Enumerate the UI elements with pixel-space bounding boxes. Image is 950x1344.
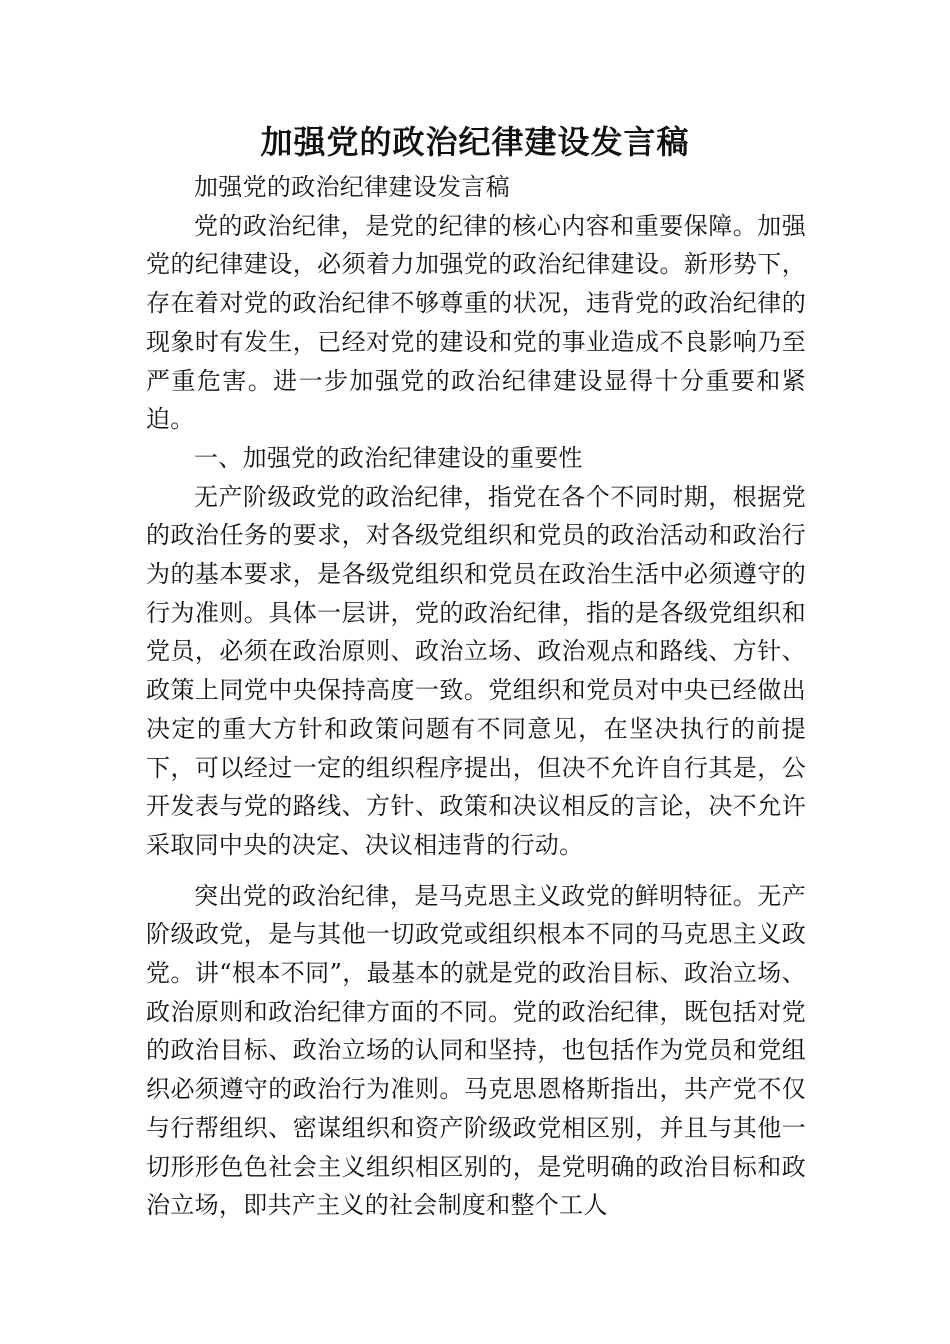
document-title: 加强党的政治纪律建设发言稿: [260, 123, 690, 161]
body-paragraph: 突出党的政治纪律，是马克思主义政党的鲜明特征。无产阶级政党，是与其他一切政党或组织根本不同的马克思主义政党。讲“根本不同”，最基本的就是党的政治目标、政治立场、政治原则和政治纪律方面的不同。党的政治纪律，既包括对党的政治目标、政治立场的认同和坚持，也包括作为党员和党组织必须遵守的政治行为准则。马克思恩格斯指出，共产党不仅与行帮组织、密谋组织和资产阶级政党相区别，并且与其他一切形形色色社会主义组织相区别的，是党明确的政治目标和政治立场，即共产主义的社会制度和整个工人: [146, 881, 806, 1220]
document-body: [146, 168, 806, 1225]
subtitle-paragraph: 加强党的政治纪律建设发言稿: [194, 173, 510, 201]
body-paragraph: 无产阶级政党的政治纪律，指党在各个不同时期，根据党的政治任务的要求，对各级党组织和党员的政治活动和政治行为的基本要求，是各级党组织和党员在政治生活中必须遵守的行为准则。具体一层讲，党的政治纪律，指的是各级党组织和党员，必须在政治原则、政治立场、政治观点和路线、方针、政策上同党中央保持高度一致。党组织和党员对中央已经做出决定的重大方针和政策问题有不同意见，在坚决执行的前提下，可以经过一定的组织程序提出，但决不允许自行其是，公开发表与党的路线、方针、政策和决议相反的言论，决不允许采取同中央的决定、决议相违背的行动。: [146, 482, 806, 859]
intro-paragraph: 党的政治纪律，是党的纪律的核心内容和重要保障。加强党的纪律建设，必须着力加强党的政治纪律建设。新形势下，存在着对党的政治纪律不够尊重的状况，违背党的政治纪律的现象时有发生，已经对党的建设和党的事业造成不良影响乃至严重危害。进一步加强党的政治纪律建设显得十分重要和紧迫。: [146, 211, 806, 434]
section-heading: 一、加强党的政治纪律建设的重要性: [194, 443, 583, 472]
